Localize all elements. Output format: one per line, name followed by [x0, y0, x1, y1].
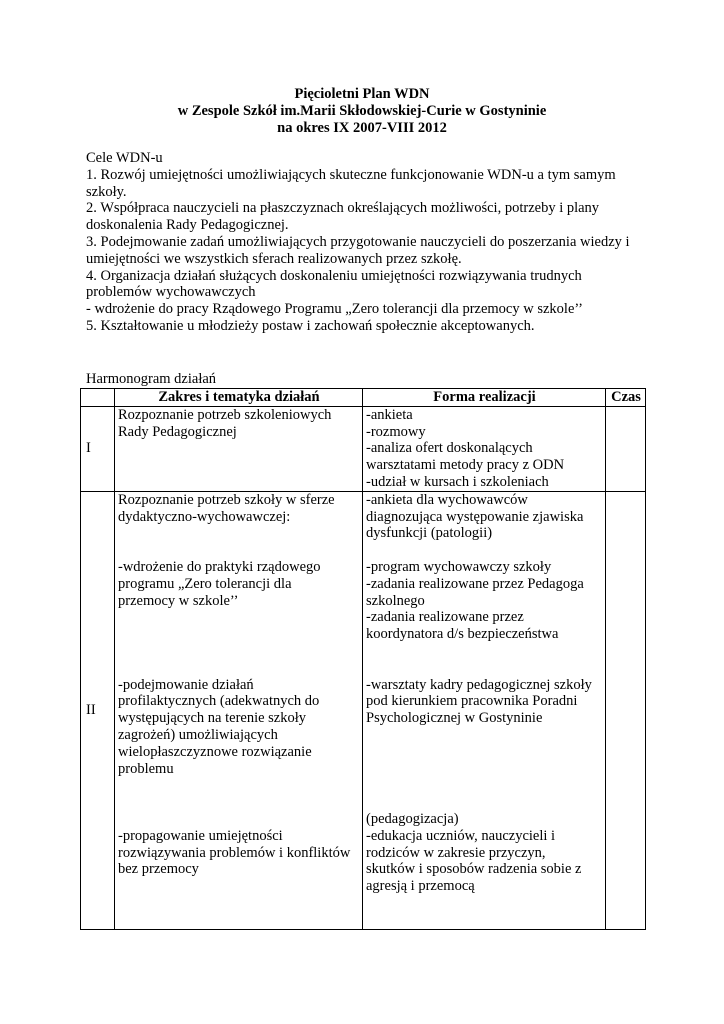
title-line-3: na okres IX 2007-VIII 2012	[277, 120, 447, 136]
scope-line: problemu	[118, 760, 174, 777]
schedule-table	[80, 388, 646, 930]
scope-line: -podejmowanie działań	[118, 676, 254, 693]
column-header-form: Forma realizacji	[363, 389, 606, 407]
goals-line: - wdrożenie do pracy Rządowego Programu „Zero tolerancji dla przemocy w szkole’’	[86, 301, 583, 318]
goals-line: szkoły.	[86, 183, 127, 200]
form-line: diagnozująca występowanie zjawiska	[366, 508, 584, 525]
row-number: I	[81, 406, 115, 491]
scope-line: programu „Zero tolerancji dla	[118, 575, 292, 592]
goals-heading: Cele WDN-u	[86, 150, 163, 166]
scope-line	[118, 626, 360, 643]
form-line: -ankieta	[366, 406, 413, 423]
table-header-row	[81, 389, 646, 407]
goals-line: 1. Rozwój umiejętności umożliwiających skuteczne funkcjonowanie WDN-u a tym samym	[86, 166, 616, 183]
scope-line: bez przemocy	[118, 861, 199, 878]
goals-section	[86, 150, 646, 335]
scope-line: Rady Pedagogicznej	[118, 423, 237, 440]
scope-line: Rozpoznanie potrzeb szkoły w sferze	[118, 491, 335, 508]
scope-line	[118, 542, 360, 559]
form-line: pod kierunkiem pracownika Poradni	[366, 693, 578, 710]
form-line	[366, 895, 603, 912]
goals-line: 3. Podejmowanie zadań umożliwiających przygotowanie nauczycieli do poszerzania wiedzy i	[86, 233, 630, 250]
scope-line	[118, 643, 360, 660]
schedule-heading: Harmonogram działań	[86, 371, 217, 387]
form-line: Psychologicznej w Gostyninie	[366, 710, 543, 727]
scope-line: -propagowanie umiejętności	[118, 827, 283, 844]
scope-line	[118, 777, 360, 794]
scope-line: zagrożeń) umożliwiających	[118, 726, 278, 743]
form-line	[366, 744, 603, 761]
form-line: -udział w kursach i szkoleniach	[366, 473, 549, 490]
form-line: -rozmowy	[366, 423, 426, 440]
row-scope-cell	[115, 491, 363, 929]
form-line	[366, 727, 603, 744]
form-line: -program wychowawczy szkoły	[366, 558, 552, 575]
scope-line	[118, 811, 360, 828]
title-line-2: w Zespole Szkół im.Marii Skłodowskiej-Curie w Gostyninie	[177, 103, 547, 119]
scope-line	[118, 878, 360, 895]
form-line	[366, 912, 603, 929]
table-row	[81, 406, 646, 491]
scope-line: Rozpoznanie potrzeb szkoleniowych	[118, 406, 332, 423]
goals-line: problemów wychowawczych	[86, 284, 256, 301]
form-line: dysfunkcji (patologii)	[366, 525, 493, 542]
scope-line: rozwiązywania problemów i konfliktów	[118, 844, 351, 861]
title-line-1: Pięcioletni Plan WDN	[294, 86, 430, 102]
form-line: -edukacja uczniów, nauczycieli i	[366, 827, 556, 844]
form-line	[366, 761, 603, 778]
column-header-time: Czas	[606, 389, 646, 407]
form-line: -zadania realizowane przez Pedagoga	[366, 575, 584, 592]
row-form-cell	[363, 491, 606, 929]
form-line: -warsztaty kadry pedagogicznej szkoły	[366, 676, 592, 693]
goals-line: 2. Współpraca nauczycieli na płaszczyznach określających możliwości, potrzeby i plany	[86, 200, 600, 217]
scope-line	[118, 794, 360, 811]
form-line: szkolnego	[366, 592, 425, 609]
scope-line	[118, 660, 360, 677]
goals-line: umiejętności we wszystkich sferach realizowanych przez szkołę.	[86, 250, 462, 267]
document-title	[0, 86, 724, 137]
form-line: warsztatami metody pracy z ODN	[366, 457, 565, 474]
form-line	[366, 794, 603, 811]
scope-line	[118, 912, 360, 929]
form-line	[366, 643, 603, 660]
form-line: koordynatora d/s bezpieczeństwa	[366, 626, 559, 643]
form-line: skutków i sposobów radzenia sobie z	[366, 861, 582, 878]
goals-line: 4. Organizacja działań służących doskonaleniu umiejętności rozwiązywania trudnych	[86, 267, 582, 284]
row-number: II	[81, 491, 115, 929]
scope-line: przemocy w szkole’’	[118, 592, 239, 609]
form-line: -zadania realizowane przez	[366, 609, 524, 626]
scope-line: dydaktyczno-wychowawczej:	[118, 508, 291, 525]
row-time-cell	[606, 406, 646, 491]
form-line: -analiza ofert doskonalących	[366, 440, 533, 457]
scope-line: występujących na terenie szkoły	[118, 710, 307, 727]
goals-line: 5. Kształtowanie u młodzieży postaw i zachowań społecznie akceptowanych.	[86, 317, 535, 334]
scope-line	[118, 895, 360, 912]
column-header-scope: Zakres i tematyka działań	[115, 389, 363, 407]
form-line	[366, 660, 603, 677]
scope-line: wielopłaszczyznowe rozwiązanie	[118, 743, 312, 760]
goals-line: doskonalenia Rady Pedagogicznej.	[86, 217, 289, 234]
form-line: -ankieta dla wychowawców	[366, 491, 528, 508]
column-header-number	[81, 389, 115, 407]
form-line	[366, 542, 603, 559]
form-line: rodziców w zakresie przyczyn,	[366, 844, 546, 861]
row-time-cell	[606, 491, 646, 929]
row-form-cell	[363, 406, 606, 491]
scope-line: -wdrożenie do praktyki rządowego	[118, 558, 321, 575]
table-row	[81, 491, 646, 929]
form-line: agresją i przemocą	[366, 878, 475, 895]
scope-line	[118, 609, 360, 626]
form-line: (pedagogizacja)	[366, 810, 459, 827]
scope-line: profilaktycznych (adekwatnych do	[118, 693, 320, 710]
scope-line	[118, 525, 360, 542]
form-line	[366, 777, 603, 794]
row-scope-cell	[115, 406, 363, 491]
